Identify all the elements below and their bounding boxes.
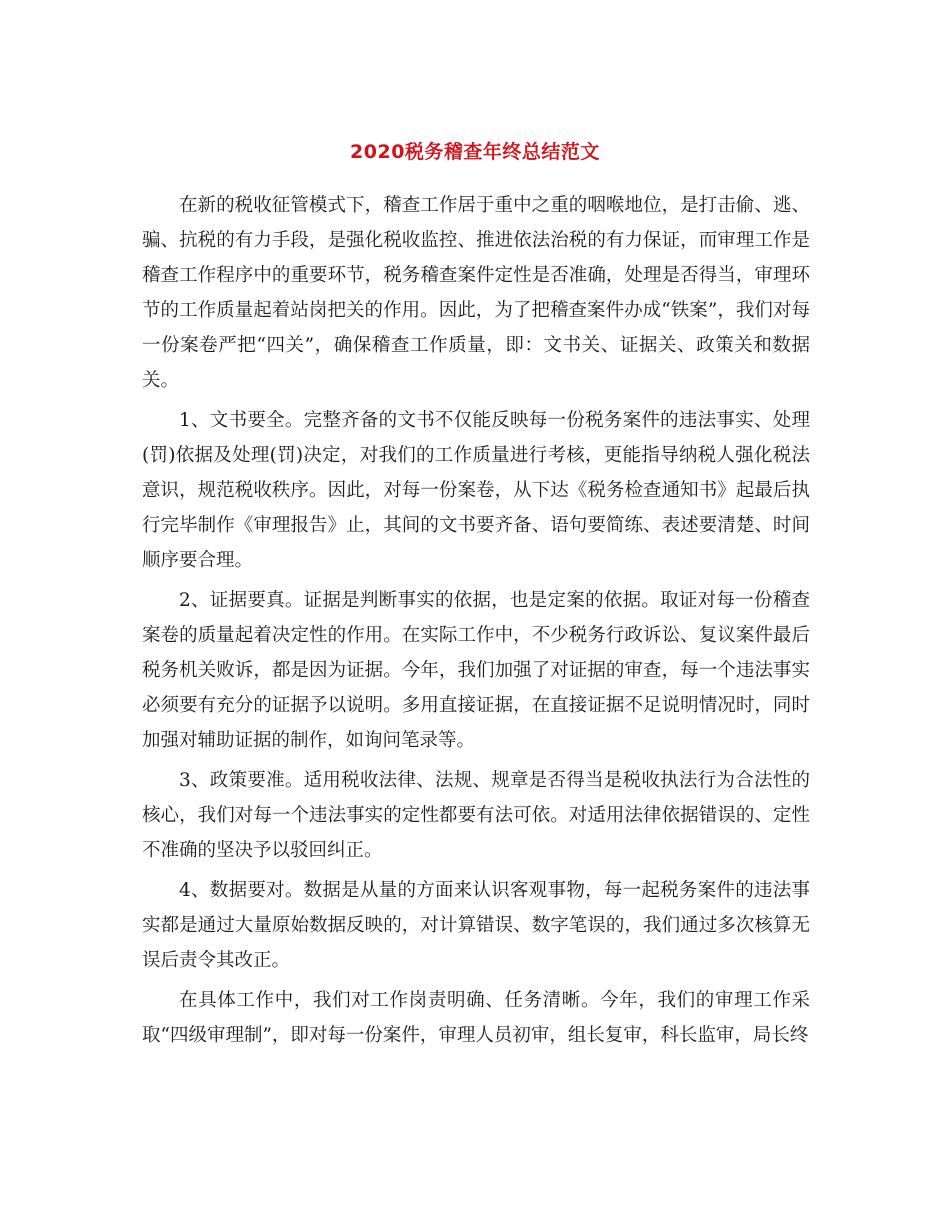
paragraph-documents: 1、文书要全。完整齐备的文书不仅能反映每一份税务案件的违法事实、处理(罚)依据及处理(罚)决定，对我们的工作质量进行考核，更能指导纳税人强化税法意识，规范税收秩序。因此，对每一份案卷，从下达《税务检查通知书》起最后执行完毕制作《审理报告》止，其间的文书要齐备、语句要简练、表述要清楚、时间顺序要合理。	[142, 410, 810, 571]
paragraph-evidence: 2、证据要真。证据是判断事实的依据，也是定案的依据。取证对每一份稽查案卷的质量起着决定性的作用。在实际工作中，不少税务行政诉讼、复议案件最后税务机关败诉，都是因为证据。今年，我们加强了对证据的审查，每一个违法事实必须要有充分的证据予以说明。多用直接证据，在直接证据不足说明情况时，同时加强对辅助证据的制作，如询问笔录等。	[142, 590, 810, 751]
paragraph-data: 4、数据要对。数据是从量的方面来认识客观事物，每一起税务案件的违法事实都是通过大量原始数据反映的，对计算错误、数字笔误的，我们通过多次核算无误后责令其改正。	[142, 880, 810, 971]
paragraph-intro: 在新的税收征管模式下，稽查工作居于重中之重的咽喉地位，是打击偷、逃、骗、抗税的有力手段，是强化税收监控、推进依法治税的有力保证，而审理工作是稽查工作程序中的重要环节，税务稽查案件定性是否准确，处理是否得当，审理环节的工作质量起着站岗把关的作用。因此，为了把稽查案件办成“铁案”，我们对每一份案卷严把“四关”，确保稽查工作质量，即：文书关、证据关、政策关和数据关。	[142, 195, 810, 391]
paragraph-workflow: 在具体工作中，我们对工作岗责明确、任务清晰。今年，我们的审理工作采取“四级审理制”，即对每一份案件，审理人员初审，组长复审，科长监审，局长终	[142, 990, 810, 1046]
paragraph-policy: 3、政策要准。适用税收法律、法规、规章是否得当是税收执法行为合法性的核心，我们对每一个违法事实的定性都要有法可依。对适用法律依据错误的、定性不准确的坚决予以驳回纠正。	[142, 770, 810, 861]
document-title: 2020税务稽查年终总结范文	[350, 140, 600, 163]
document-body	[142, 188, 810, 1058]
